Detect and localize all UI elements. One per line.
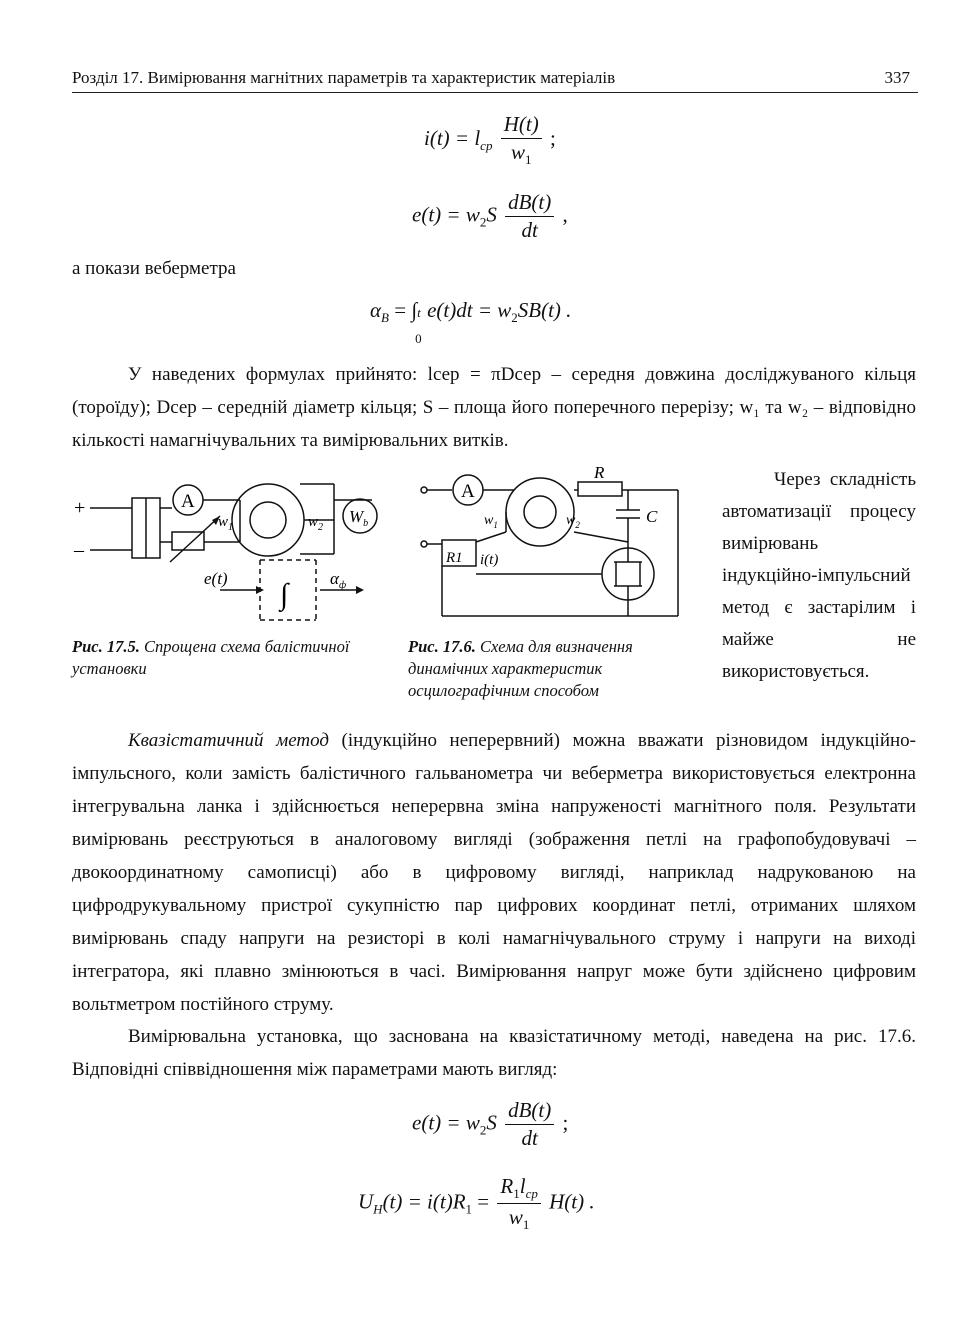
formula-voltage: $U_H(t) = i(t)R_1$ = $\frac{R_1l_{ср}}{w_1}$ H(t) . <box>358 1174 595 1233</box>
page-header <box>72 66 918 93</box>
emf-label: e(t) <box>204 569 228 588</box>
paragraph-quasistatic: Квазістатичний метод (індукційно неперервний) можна вважати різновидом індукційно-імпульсного, коли замість балістичного гальванометра чи веберметра використовується електронна інтегрувальна ланка і здійснюється неперервна зміна напруженості магнітного поля. Результати вимірювань реєструються в аналоговому вигляді (зображення петлі на графопобудовувачі – двокоординатному самописці) або в цифровому вигляді, наприклад надрукованою на цифродрукувальному пристрої сукупністю пар цифрових координат петлі, отриманих шляхом вимірювань спаду напруги на резисторі в колі намагнічувального струму і напруги на виході інтегратора, які плавно змінюються в часі. Вимірювання напруг може бути здійснено цифровим вольтметром постійного струму. <box>72 730 916 1015</box>
winding-w2-label: $w_2$ <box>308 514 324 533</box>
paragraph-setup: Вимірювальна установка, що заснована на квазістатичному методі, наведена на рис. 17.6. Відповідні співвідношення між параметрами мають вигляд: <box>72 1026 916 1080</box>
formula-emf-2: $e(t) = w_2S$ $\frac{dB(t)}{dt}$ ; <box>412 1098 569 1150</box>
alpha-label: $\alpha_ф$ <box>330 569 347 591</box>
figure-oscillographic-circuit <box>418 466 708 626</box>
capacitor-c-label: C <box>646 507 658 526</box>
winding-w2-label-2: $w_2$ <box>566 513 580 530</box>
weber-intro-text: а покази веберметра <box>72 258 236 279</box>
resistor-r-label: R <box>594 466 605 482</box>
caption-fig-17-6: Рис. 17.6. Схема для визначення динамічних характеристик осцилографічним способом <box>408 637 633 700</box>
winding-w1-label: $w_1$ <box>218 514 234 533</box>
formula-weber: $\alpha_B$ = ∫ t 0 $e(t)dt = w_2SB(t)$ . <box>370 298 572 346</box>
current-label: i(t) <box>480 552 499 568</box>
winding-w1-label-2: $w_1$ <box>484 513 498 530</box>
plus-terminal: + <box>74 497 86 519</box>
caption-fig-17-5: Рис. 17.5. Спрощена схема балістичної установки <box>72 637 350 678</box>
minus-terminal: – <box>74 539 84 561</box>
integrator-symbol: ∫ <box>280 578 289 611</box>
page-number: 337 <box>884 68 910 87</box>
formula-current: $i(t) = l_{ср}$ $\frac{H(t)}{w_1}$ ; <box>424 112 556 168</box>
formula-emf: $e(t) = w_2S$ $\frac{dB(t)}{dt}$ , <box>412 190 568 242</box>
side-text: Через складність автоматизації процесу вимірювань індукційно-імпульсний метод є застарілим і майже не використовується. <box>722 469 916 682</box>
webermeter-label: $W_b$ <box>349 507 369 529</box>
figure-ballistic-circuit <box>72 470 392 630</box>
running-title: Розділ 17. Вимірювання магнітних параметрів та характеристик матеріалів <box>72 68 616 87</box>
ammeter-label: A <box>181 491 195 512</box>
paragraph-definitions: У наведених формулах прийнято: lсер = πDсер – середня довжина досліджуваного кільця (тороїду); Dсер – середній діаметр кільця; S – площа його поперечного перерізу; w₁ та w₂ – відповідно кількості намагнічувальних та вимірювальних витків. <box>72 364 916 451</box>
ammeter-label-2: A <box>461 481 475 502</box>
resistor-r1-label: R1 <box>446 550 463 566</box>
